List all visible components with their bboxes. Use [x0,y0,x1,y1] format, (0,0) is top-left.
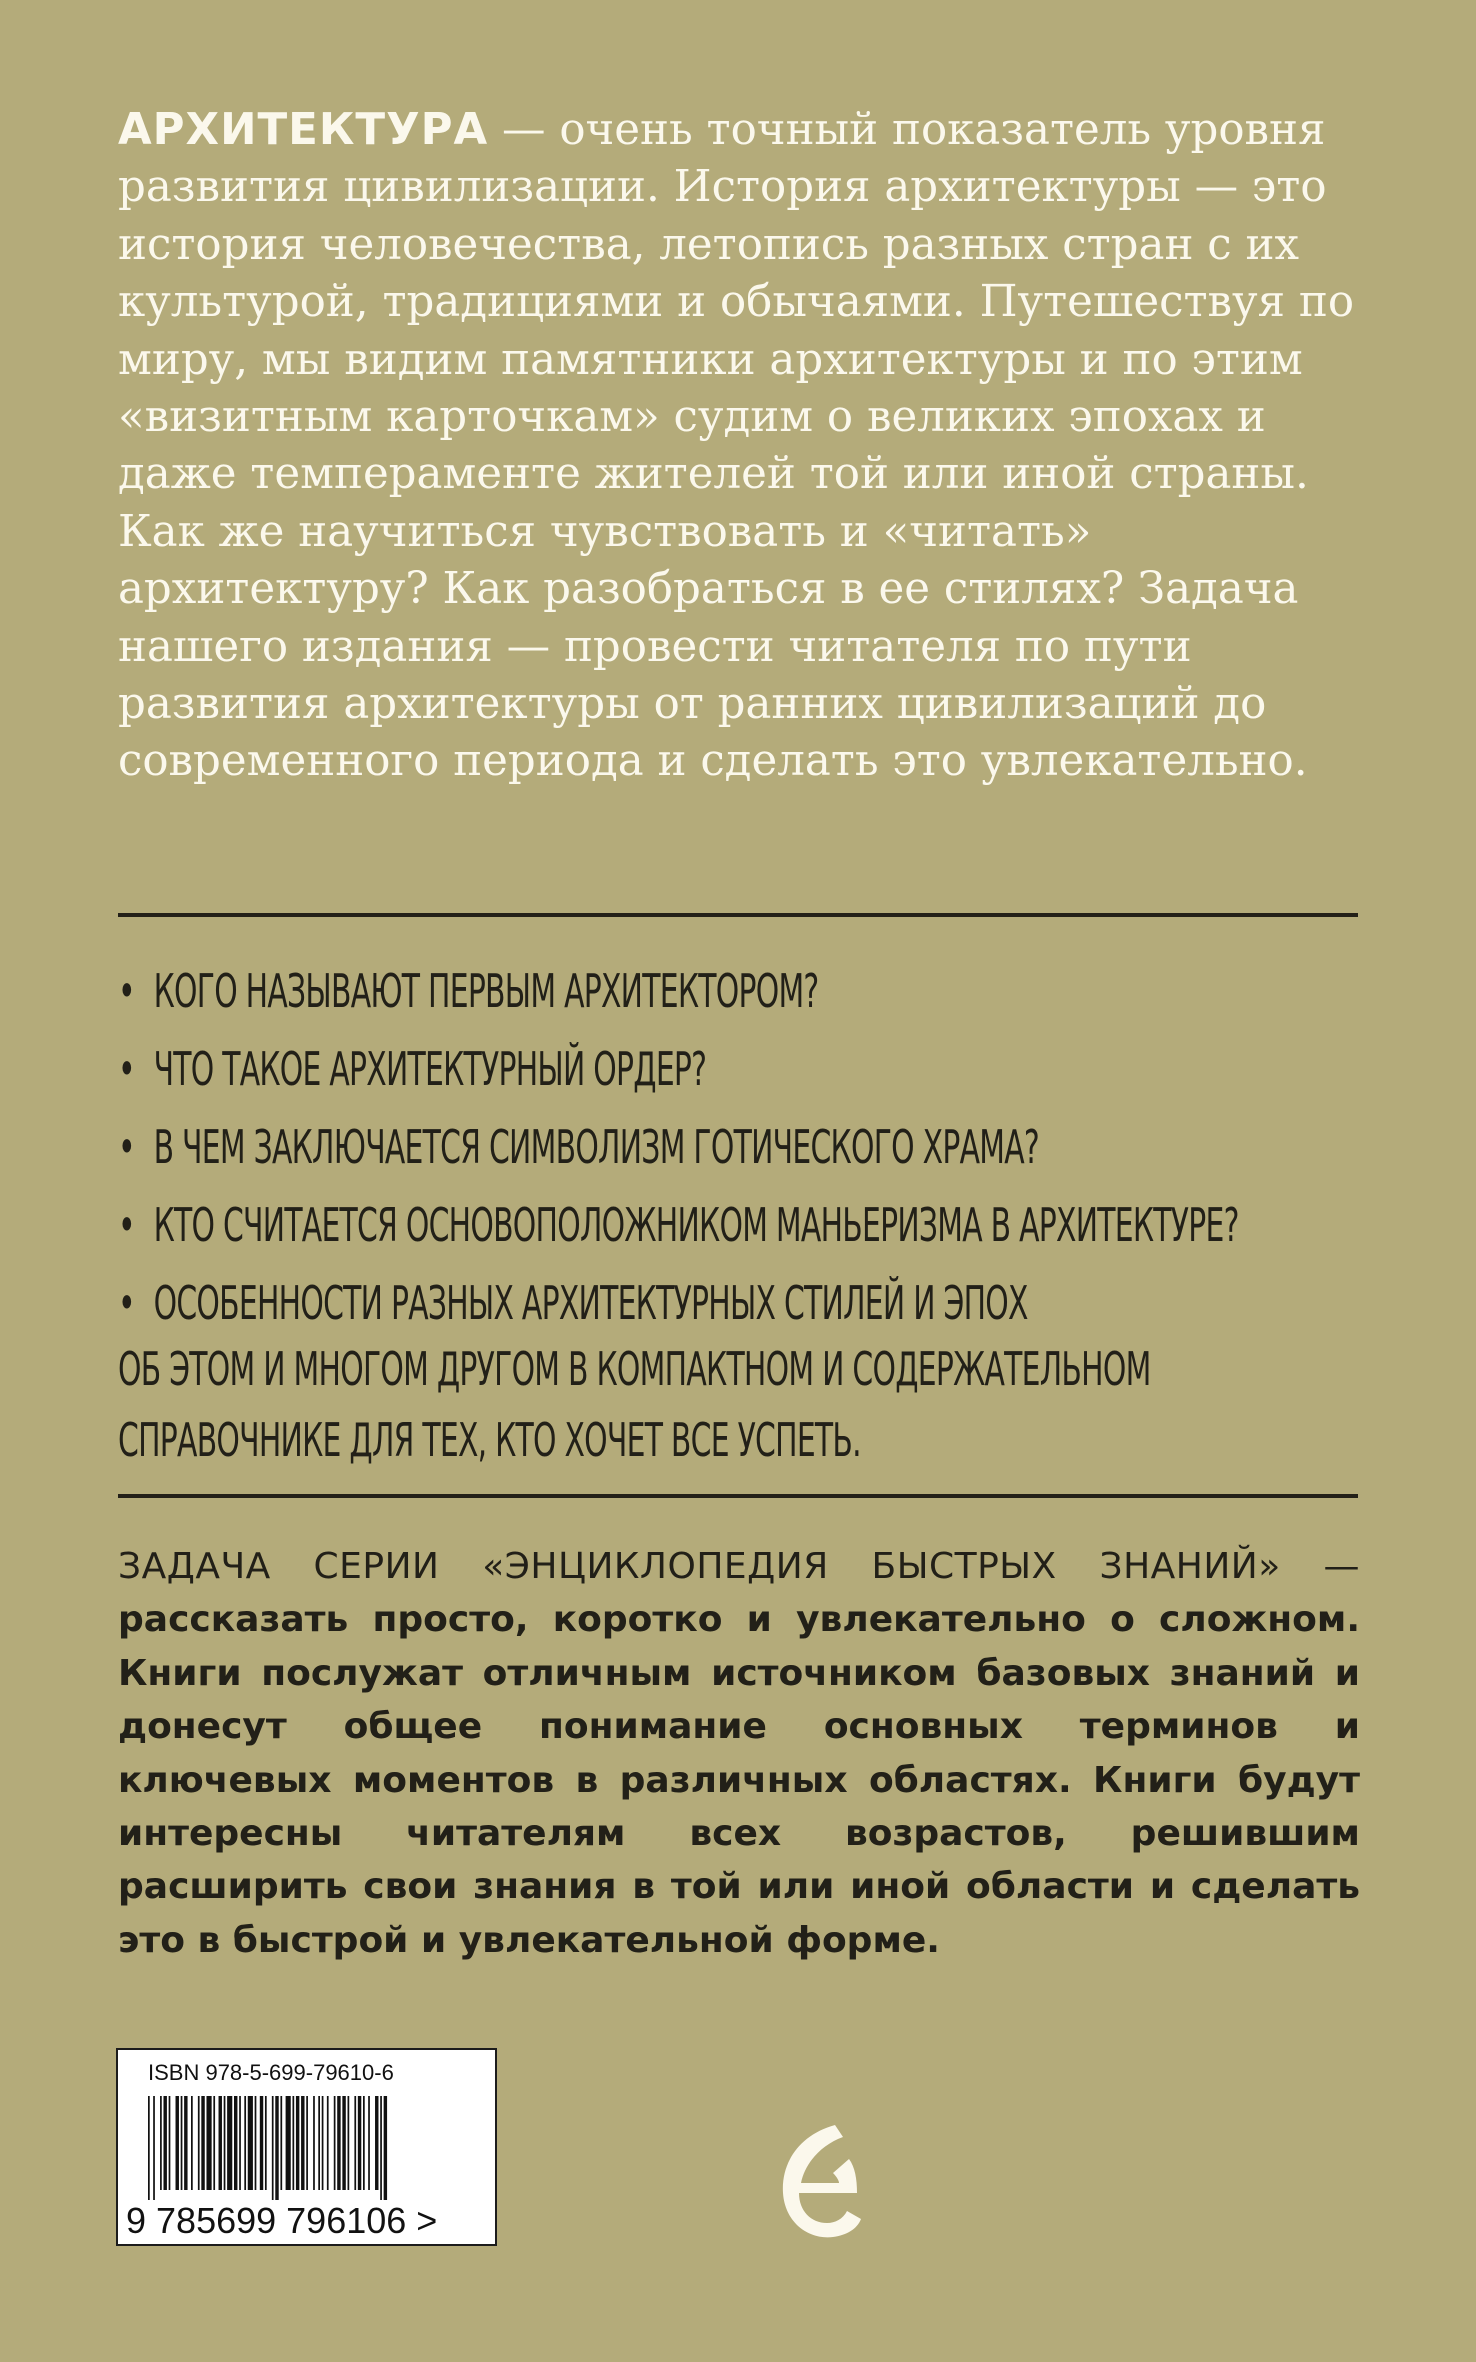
barcode-bar [348,2096,350,2190]
barcode-bar [206,2096,211,2190]
question-item [118,1264,1028,1342]
publisher-logo-icon [777,2119,863,2243]
barcode-box [116,2048,497,2246]
questions-summary [118,1334,1342,1476]
barcode-bar [160,2096,162,2190]
barcode-digits: 9 785699 796106 > [126,2200,438,2241]
divider-bottom [118,1494,1358,1498]
barcode-bar [224,2096,226,2190]
barcode-bar [318,2096,320,2190]
divider-top [118,913,1358,917]
summary-line-2: СПРАВОЧНИКЕ ДЛЯ ТЕХ, КТО ХОЧЕТ ВСЕ УСПЕТЬ. [118,1413,861,1467]
barcode-bar [354,2096,356,2190]
intro-text: — очень точный показатель уровня развития цивилизации. История архитектуры — это история человечества, летопись разных стран с их культурой, традициями и обычаями. Путешествуя по миру, мы видим памятники архитектуры и по этим «визитным карточкам» судим о великих эпохах и даже темпераменте жителей той или иной страны. Как же научиться чувствовать и «читать» архитектуру? Как разобраться в ее стилях? Задача нашего издания — провести читателя по пути развития архитектуры от ранних цивилизаций до современного периода и сделать это увлекательно. [118,105,1355,787]
barcode-bar [244,2096,246,2190]
bullet: • [118,1120,135,1174]
bullet: • [118,964,135,1018]
barcode-bars [148,2096,468,2200]
barcode-bar [191,2096,193,2190]
barcode-bar [255,2096,257,2190]
question-item [118,1108,1039,1186]
barcode-bar [265,2096,267,2190]
barcode-bar [260,2096,263,2190]
barcode-bar [322,2096,324,2190]
barcode-bar [280,2096,282,2190]
question-text: КТО СЧИТАЕТСЯ ОСНОВОПОЛОЖНИКОМ МАНЬЕРИЗМА В АРХИТЕКТУРЕ? [153,1198,1239,1252]
barcode-bar [148,2096,150,2200]
bullet: • [118,1276,135,1330]
barcode-bar [227,2096,232,2190]
barcode-bar [153,2096,155,2200]
question-text: ОСОБЕННОСТИ РАЗНЫХ АРХИТЕКТУРНЫХ СТИЛЕЙ И ЭПОХ [153,1276,1028,1330]
question-text: КОГО НАЗЫВАЮТ ПЕРВЫМ АРХИТЕКТОРОМ? [153,964,819,1018]
barcode-bar [275,2096,278,2200]
series-text: рассказать просто, коротко и увлекательно о сложном. Книги послужат отличным источником базовых знаний и донесут общее понимание основных терминов и ключевых моментов в различных областях. Книги будут интересны читателям всех возрастов, решившим расширить свои знания в той или иной области и сделать это в быстрой и увлекательной форме. [118,1599,1360,1961]
barcode-bar [306,2096,308,2190]
barcode-bar [313,2096,315,2190]
logo-shape [783,2125,861,2237]
barcode-bar [248,2096,253,2190]
barcode-bar [272,2096,274,2200]
intro-lead-word: АРХИТЕКТУРА [118,105,489,155]
barcode-bar [327,2096,329,2190]
bullet: • [118,1042,135,1096]
barcode-bar [358,2096,361,2190]
barcode-bar [184,2096,187,2190]
bullet: • [118,1198,135,1252]
series-lead: ЗАДАЧА СЕРИИ «ЭНЦИКЛОПЕДИЯ БЫСТРЫХ ЗНАНИЙ» — [118,1546,1360,1587]
question-list [118,952,1378,1342]
barcode-bar [363,2096,365,2190]
barcode-bar [296,2096,299,2190]
barcode-bar [375,2096,378,2190]
summary-line-1: ОБ ЭТОМ И МНОГОМ ДРУГОМ В КОМПАКТНОМ И СОДЕРЖАТЕЛЬНОМ [118,1342,1151,1396]
barcode-bar [176,2096,179,2190]
question-text: ЧТО ТАКОЕ АРХИТЕКТУРНЫЙ ОРДЕР? [153,1042,707,1096]
barcode-bar [380,2096,382,2200]
barcode-bar [384,2096,387,2200]
question-item [118,1030,1025,1108]
barcode-bar [342,2096,345,2190]
isbn-label: ISBN 978-5-699-79610-6 [148,2060,394,2085]
barcode-bar [201,2096,204,2190]
barcode-bar [301,2096,304,2190]
question-item [118,952,1025,1030]
barcode-bar [163,2096,166,2190]
question-item [118,1186,1239,1264]
barcode-bar [286,2096,291,2190]
barcode-bar [368,2096,370,2190]
barcode-bar [213,2096,215,2190]
barcode-bar [234,2096,237,2190]
barcode-bar [198,2096,200,2190]
series-description [118,1540,1360,1967]
barcode-bar [219,2096,222,2190]
intro-paragraph [118,102,1363,791]
barcode-bar [334,2096,336,2190]
barcode-bar [337,2096,340,2190]
barcode-bar [239,2096,241,2190]
barcode-bar [181,2096,183,2190]
barcode-bar [292,2096,294,2190]
question-text: В ЧЕМ ЗАКЛЮЧАЕТСЯ СИМВОЛИЗМ ГОТИЧЕСКОГО ХРАМА? [153,1120,1039,1174]
barcode-bar [169,2096,171,2190]
